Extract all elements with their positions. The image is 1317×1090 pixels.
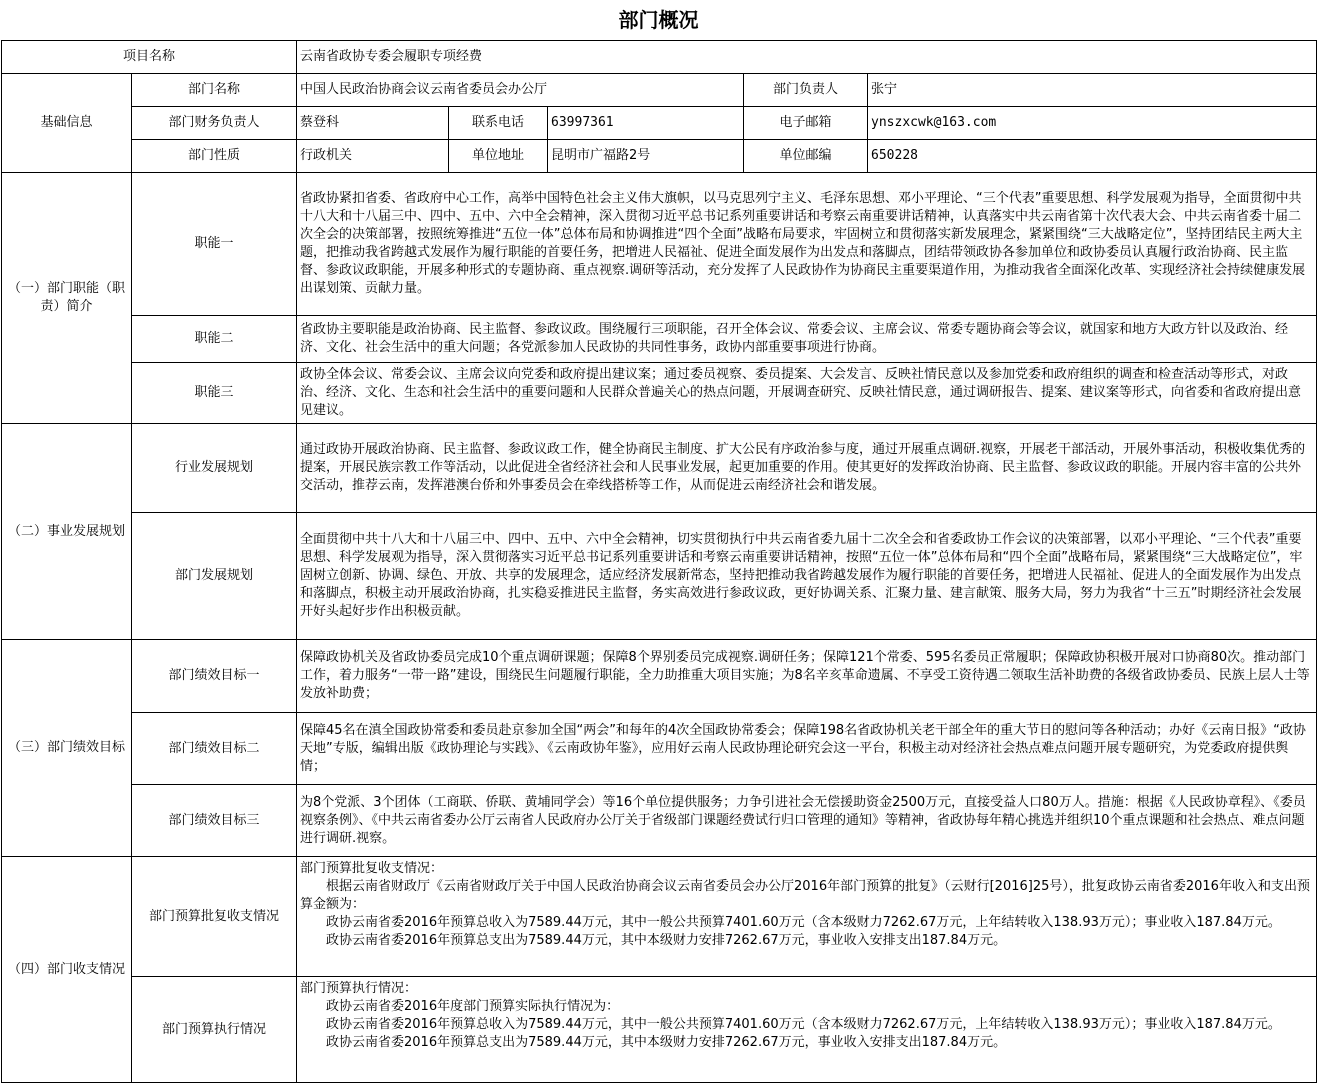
budget-execution-para-1: 政协云南省委2016年度部门预算实际执行情况为： bbox=[326, 999, 620, 1014]
row-goal-3 bbox=[2, 785, 1317, 857]
budget-execution-heading: 部门预算执行情况： bbox=[300, 981, 418, 996]
dept-head-value: 张宁 bbox=[868, 74, 1317, 107]
finance-head-label: 部门财务负责人 bbox=[132, 107, 297, 140]
goal-3-text: 为8个党派、3个团体（工商联、侨联、黄埔同学会）等16个单位提供服务；力争引进社会无偿援助资金2500万元，直接受益人口80万人。措施：根据《人民政协章程》、《委员视察条例》、《中共云南省委办公厅云南省人民政府办公厅关于省级部门课题经费试行归口管理的通知》等精神，省政协每年精心挑选并组织10个重点课题和社会热点、难点问题进行调研.视察。 bbox=[297, 785, 1317, 857]
budget-execution-para-2: 政协云南省委2016年预算总收入为7589.44万元，其中一般公共预算7401.60万元（含本级财力7262.67万元，上年结转收入138.93万元）；事业收入187.84万元。 bbox=[326, 1017, 1281, 1032]
dept-name-value: 中国人民政治协商会议云南省委员会办公厅 bbox=[297, 74, 744, 107]
budget-approval-para-2: 政协云南省委2016年预算总收入为7589.44万元，其中一般公共预算7401.60万元（含本级财力7262.67万元，上年结转收入138.93万元）；事业收入187.84万元。 bbox=[326, 915, 1281, 930]
address-label: 单位地址 bbox=[449, 140, 548, 173]
row-nature bbox=[2, 140, 1317, 173]
goal-2-text: 保障45名在滇全国政协常委和委员赴京参加全国“两会”和每年的4次全国政协常委会；保障198名省政协机关老干部全年的重大节日的慰问等各种活动；办好《云南日报》“政协天地”专版，编辑出版《政协理论与实践》、《云南政协年鉴》，应用好云南人民政协理论研究会这一平台，积极主动对经济社会热点难点问题开展专题研究，为党委政府提供舆情； bbox=[297, 713, 1317, 785]
goal-3-label: 部门绩效目标三 bbox=[132, 785, 297, 857]
phone-value: 63997361 bbox=[548, 107, 744, 140]
project-name-label: 项目名称 bbox=[2, 41, 297, 74]
function-1-label: 职能一 bbox=[132, 173, 297, 316]
dept-head-label: 部门负责人 bbox=[744, 74, 868, 107]
budget-execution-text bbox=[297, 977, 1317, 1083]
goal-2-label: 部门绩效目标二 bbox=[132, 713, 297, 785]
dept-name-label: 部门名称 bbox=[132, 74, 297, 107]
email-label: 电子邮箱 bbox=[744, 107, 868, 140]
function-3-label: 职能三 bbox=[132, 363, 297, 424]
finance-head-value: 蔡登科 bbox=[297, 107, 449, 140]
row-goal-2 bbox=[2, 713, 1317, 785]
department-overview-table bbox=[1, 40, 1317, 1083]
industry-plan-text: 通过政协开展政治协商、民主监督、参政议政工作，健全协商民主制度、扩大公民有序政治参与度，通过开展重点调研.视察，开展老干部活动，开展外事活动，积极收集优秀的提案，开展民族宗教工作等活动，以此促进全省经济社会和人民事业发展，起更加重要的作用。使其更好的发挥政治协商、民主监督、参政议政的职能。开展内容丰富的公共外交活动，推荐云南，发挥港澳台侨和外事委员会在牵线搭桥等工作，从而促进云南经济社会和谐发展。 bbox=[297, 424, 1317, 513]
row-budget-approval bbox=[2, 857, 1317, 977]
email-value: ynszxcwk@163.com bbox=[868, 107, 1317, 140]
function-1-text: 省政协紧扣省委、省政府中心工作，高举中国特色社会主义伟大旗帜，以马克思列宁主义、毛泽东思想、邓小平理论、“三个代表”重要思想、科学发展观为指导，全面贯彻中共十八大和十八届三中、四中、五中、六中全会精神，深入贯彻习近平总书记系列重要讲话和考察云南重要讲话精神，认真落实中共云南省第十次代表大会、中共云南省委十届二次全会的决策部署，按照统筹推进“五位一体”总体布局和协调推进“四个全面”战略布局要求，牢固树立和贯彻落实新发展理念，紧紧围绕“三大战略定位”，坚持团结民主两大主题，把推动我省跨越式发展作为履行职能的首要任务，把增进人民福祉、促进全面发展作为出发点和落脚点，团结带领政协各参加单位和政协委员认真履行政治协商、民主监督、参政议政职能，开展多种形式的专题协商、重点视察.调研等活动，充分发挥了人民政协作为协商民主重要渠道作用，为推动我省全面深化改革、实现经济社会持续健康发展出谋划策、贡献力量。 bbox=[297, 173, 1317, 316]
budget-approval-heading: 部门预算批复收支情况： bbox=[300, 861, 444, 876]
address-value: 昆明市广福路2号 bbox=[548, 140, 744, 173]
budget-approval-label: 部门预算批复收支情况 bbox=[132, 857, 297, 977]
dept-nature-value: 行政机关 bbox=[297, 140, 449, 173]
budget-approval-para-3: 政协云南省委2016年预算总支出为7589.44万元，其中本级财力安排7262.67万元，事业收入安排支出187.84万元。 bbox=[326, 933, 1007, 948]
industry-plan-label: 行业发展规划 bbox=[132, 424, 297, 513]
postcode-value: 650228 bbox=[868, 140, 1317, 173]
row-dept-name bbox=[2, 74, 1317, 107]
row-finance bbox=[2, 107, 1317, 140]
function-2-label: 职能二 bbox=[132, 316, 297, 363]
phone-label: 联系电话 bbox=[449, 107, 548, 140]
row-project bbox=[2, 41, 1317, 74]
budget-execution-label: 部门预算执行情况 bbox=[132, 977, 297, 1083]
goal-1-text: 保障政协机关及省政协委员完成10个重点调研课题；保障8个界别委员完成视察.调研任务；保障121个常委、595名委员正常履职；保障政协积极开展对口协商80次。推动部门工作，着力服务“一带一路”建设，围绕民生问题履行职能，全力助推重大项目实施；为8名辛亥革命遗属、不享受工资待遇二领取生活补助费的各级省政协委员、民族上层人士等发放补助费； bbox=[297, 640, 1317, 713]
row-industry-plan bbox=[2, 424, 1317, 513]
basic-info-label: 基础信息 bbox=[2, 74, 132, 173]
row-function-1 bbox=[2, 173, 1317, 316]
section2-label: （二）事业发展规划 bbox=[2, 424, 132, 640]
row-dept-plan bbox=[2, 513, 1317, 640]
dept-plan-label: 部门发展规划 bbox=[132, 513, 297, 640]
dept-nature-label: 部门性质 bbox=[132, 140, 297, 173]
section4-label: （四）部门收支情况 bbox=[2, 857, 132, 1083]
budget-approval-text bbox=[297, 857, 1317, 977]
page-title: 部门概况 bbox=[618, 8, 699, 32]
section3-label: （三）部门绩效目标 bbox=[2, 640, 132, 857]
postcode-label: 单位邮编 bbox=[744, 140, 868, 173]
budget-execution-para-3: 政协云南省委2016年预算总支出为7589.44万元，其中本级财力安排7262.67万元，事业收入安排支出187.84万元。 bbox=[326, 1035, 1007, 1050]
goal-1-label: 部门绩效目标一 bbox=[132, 640, 297, 713]
section1-label: （一）部门职能（职责）简介 bbox=[2, 173, 132, 424]
row-budget-execution bbox=[2, 977, 1317, 1083]
dept-plan-text: 全面贯彻中共十八大和十八届三中、四中、五中、六中全会精神，切实贯彻执行中共云南省委九届十二次全会和省委政协工作会议的决策部署，以邓小平理论、“三个代表”重要思想、科学发展观为指导，深入贯彻落实习近平总书记系列重要讲话和考察云南重要讲话精神，按照“五位一体”总体布局和“四个全面”战略布局，紧紧围绕“三大战略定位”，牢固树立创新、协调、绿色、开放、共享的发展理念，适应经济发展新常态，坚持把推动我省跨越发展作为履行职能的首要任务，把增进人民福祉、促进人的全面发展作为出发点和落脚点，积极主动开展政治协商，扎实稳妥推进民主监督，务实高效进行参政议政，更好协调关系、汇聚力量、建言献策、服务大局，努力为我省“十三五”时期经济社会发展开好头起好步作出积极贡献。 bbox=[297, 513, 1317, 640]
row-function-3 bbox=[2, 363, 1317, 424]
row-function-2 bbox=[2, 316, 1317, 363]
project-name-value: 云南省政协专委会履职专项经费 bbox=[297, 41, 1317, 74]
row-goal-1 bbox=[2, 640, 1317, 713]
function-3-text: 政协全体会议、常委会议、主席会议向党委和政府提出建议案；通过委员视察、委员提案、大会发言、反映社情民意以及参加党委和政府组织的调查和检查活动等形式，对政治、经济、文化、生态和社会生活中的重要问题和人民群众普遍关心的热点问题，开展调查研究、反映社情民意，通过调研报告、提案、建议案等形式，向省委和省政府提出意见建议。 bbox=[297, 363, 1317, 424]
budget-approval-para-1: 根据云南省财政厅《云南省财政厅关于中国人民政治协商会议云南省委员会办公厅2016年部门预算的批复》（云财行[2016]25号），批复政协云南省委2016年收入和支出预算金额为： bbox=[300, 879, 1310, 912]
function-2-text: 省政协主要职能是政治协商、民主监督、参政议政。围绕履行三项职能，召开全体会议、常委会议、主席会议、常委专题协商会等会议，就国家和地方大政方针以及政治、经济、文化、社会生活中的重大问题；各党派参加人民政协的共同性事务，政协内部重要事项进行协商。 bbox=[297, 316, 1317, 363]
